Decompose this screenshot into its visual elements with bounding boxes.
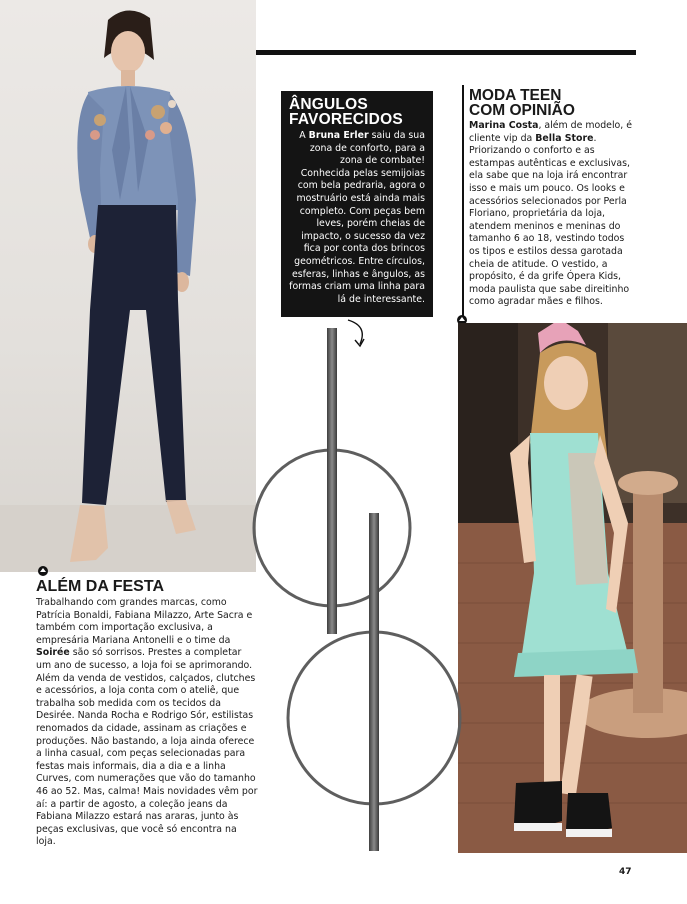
festa-title: ALÉM DA FESTA (36, 578, 164, 595)
girl-illustration (458, 323, 687, 853)
festa-text-a: Trabalhando com grandes marcas, como Patrícia Bonaldi, Fabiana Milazzo, Arte Sacra e também com importação exclusiva, a empresária Mariana Antonelli e o time da (36, 597, 253, 646)
woman-illustration (0, 0, 256, 572)
angulos-box (281, 91, 433, 317)
festa-body (36, 597, 258, 849)
angulos-title-line1: ÂNGULOS (289, 96, 368, 113)
moda-body (469, 120, 637, 309)
moda-text-b: . Priorizando o conforto e as estampas autênticas e exclusivas, ela sabe que na loja irá encontrar isso e mais um pouco. Os looks e acessórios selecionados por Perla Floriano, proprietária da loja, atendem meninos e meninas do tamanho 6 ao 18, vestindo todos os tipos e estilos dessa garotada cheia de atitude. O vestido, a propósito, é da grife Ópera Kids, moda paulista que sabe direitinho como agradar mães e filhos. (469, 132, 630, 308)
earring-bar-lower (369, 513, 379, 851)
angulos-title-line2: FAVORECIDOS (289, 111, 403, 128)
moda-title-line2: COM OPINIÃO (469, 102, 575, 119)
moda-name: Marina Costa (469, 120, 539, 131)
angulos-intro: A (299, 130, 309, 141)
photo-woman-blouse (0, 0, 256, 572)
page-number: 47 (619, 867, 632, 877)
moda-text-a: , além de modelo, é cliente vip da (469, 120, 633, 144)
moda-title (469, 88, 669, 118)
photo-girl-dress (458, 323, 687, 853)
moda-title-line1: MODA TEEN (469, 87, 562, 104)
earring-bar-upper (327, 328, 337, 634)
angulos-text: saiu da sua zona de conforto, para a zona de combate! Conhecida pelas semijoias com bela pedraria, agora o mostruário está ainda mais completo. Com peças bem leves, porém cheias de impacto, o sucesso da vez fica por conta dos brincos geométricos. Entre círculos, esferas, linhas e ângulos, as formas criam uma linha para lá de interessante. (289, 130, 425, 305)
festa-text-b: são só sorrisos. Prestes a completar um ano de sucesso, a loja foi se aprimorando. Além da venda de vestidos, calçados, clutches e acessórios, a loja conta com o ateliê, que trabalha sob medida com os tecidos da Desirée. Nanda Rocha e Rodrigo Sór, estilistas renomados da cidade, assinam as criações e produções. Não bastando, a loja ainda oferece a linha casual, com peças selecionadas para festas mais informais, dia a dia e a linha Curves, com numerações que vão do tamanho 46 ao 52. Mas, calma! Mais novidades vêm por aí: a partir de agosto, a coleção jeans da Fabiana Milazzo estará nas araras, junto às peças exclusivas, que você só encontra na loja. (36, 647, 258, 848)
moda-store: Bella Store (535, 132, 594, 144)
angulos-title (289, 97, 425, 127)
festa-store: Soirée (36, 647, 70, 659)
up-arrow-marker-icon (38, 566, 48, 576)
angulos-name: Bruna Erler (308, 130, 369, 141)
top-rule (256, 50, 636, 55)
angulos-body (289, 130, 425, 306)
moda-rule (462, 85, 464, 320)
earrings-image (250, 320, 462, 860)
